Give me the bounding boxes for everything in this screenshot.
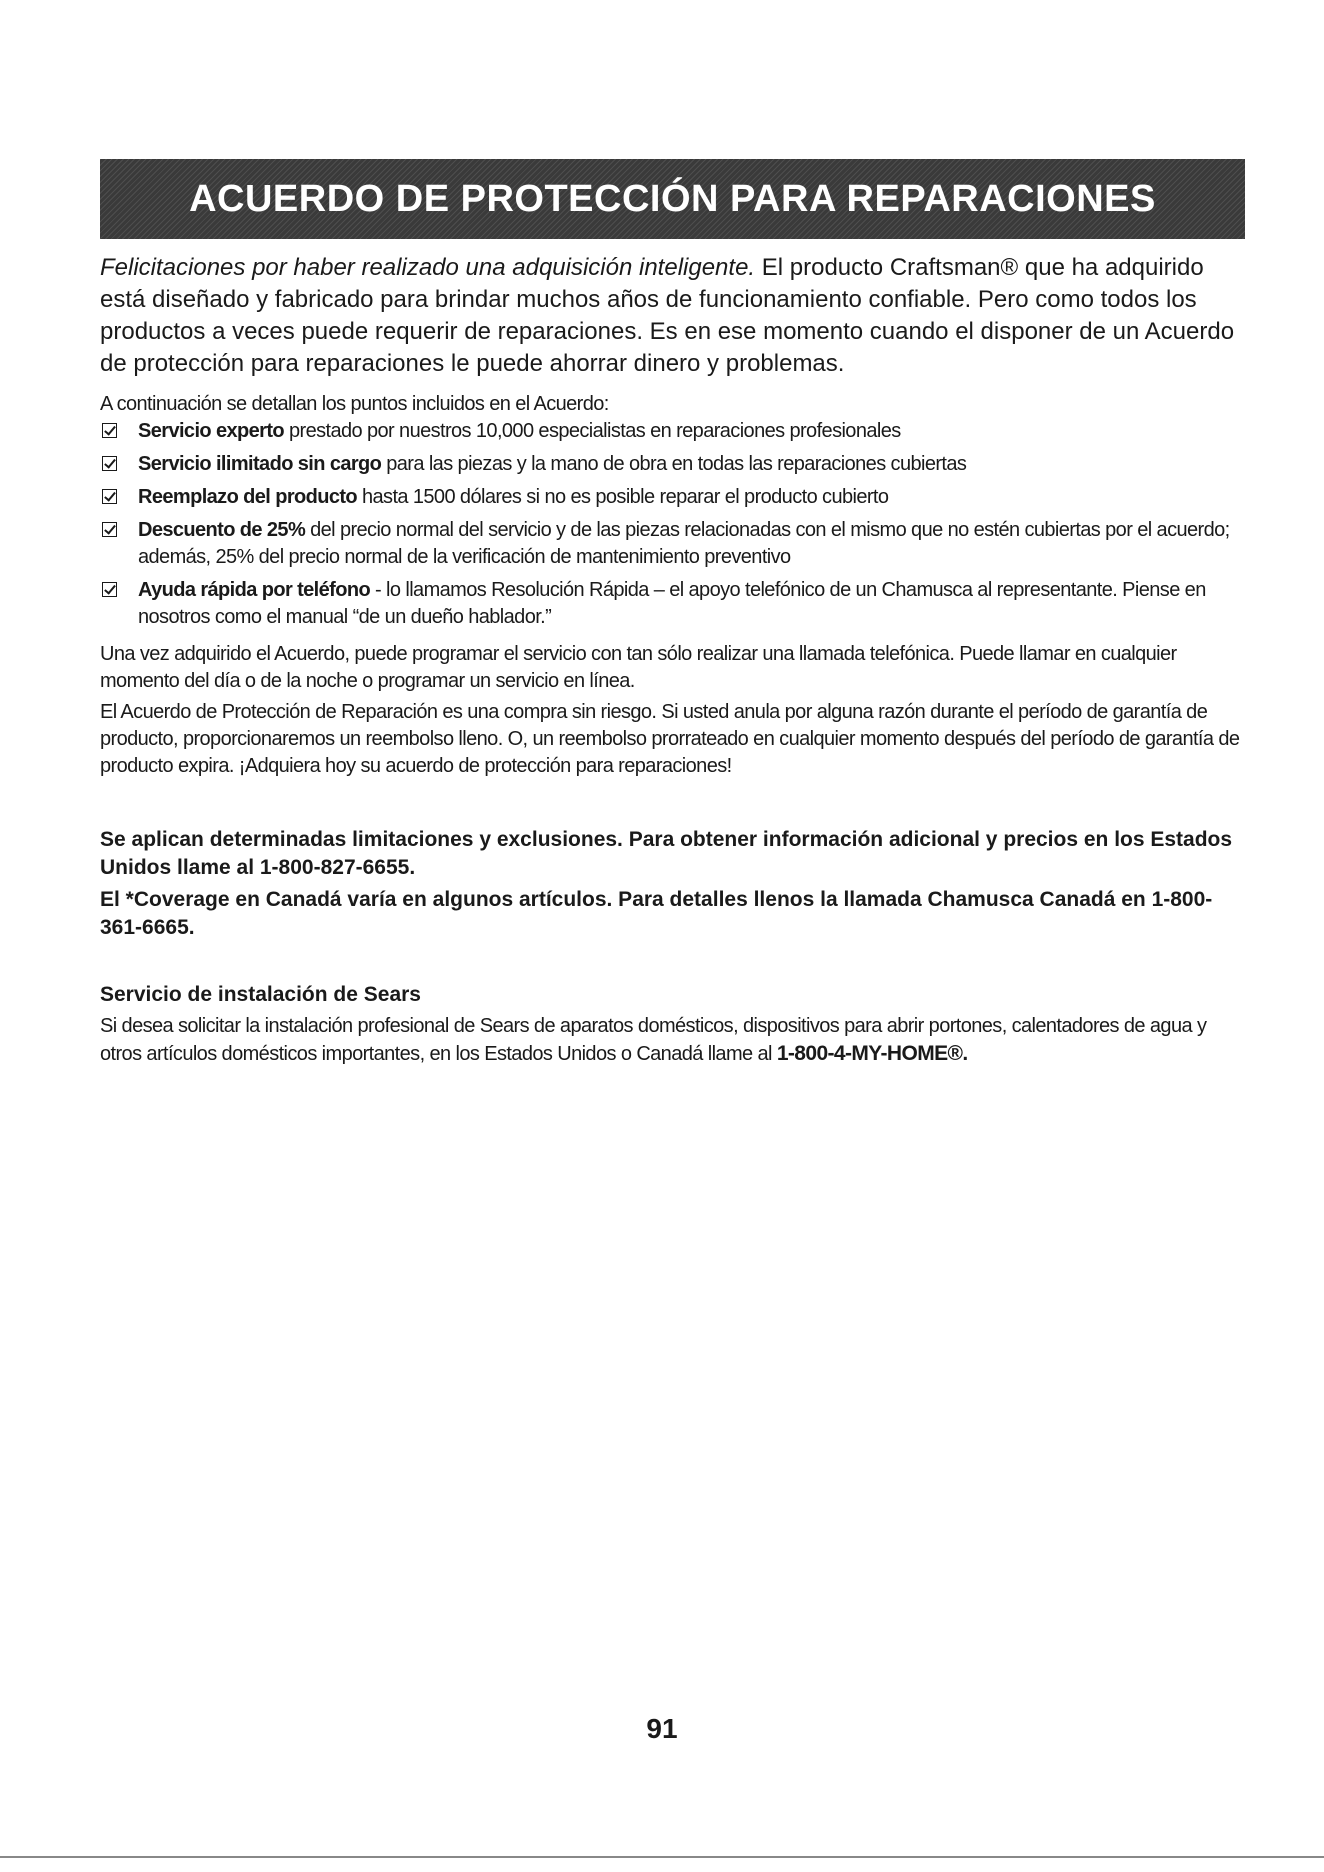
list-item	[100, 451, 1245, 478]
list-item-text: para las piezas y la mano de obra en todas las reparaciones cubiertas	[381, 453, 967, 475]
checked-box-icon	[102, 489, 117, 504]
notice-canada: El *Coverage en Canadá varía en algunos artículos. Para detalles llenos la llamada Chamusca Canadá en 1-800-361-6665.	[100, 888, 1213, 939]
intro-lead: Felicitaciones por haber realizado una adquisición inteligente.	[100, 254, 756, 281]
bottom-rule	[0, 1856, 1324, 1858]
limitations-notice	[100, 826, 1245, 946]
list-item-bold: Ayuda rápida por teléfono	[138, 579, 371, 601]
checked-box-icon	[102, 456, 117, 471]
list-item-text: prestado por nuestros 10,000 especialistas en reparaciones profesionales	[284, 420, 901, 442]
page-title: ACUERDO DE PROTECCIÓN PARA REPARACIONES	[189, 177, 1156, 220]
page-number: 91	[646, 1713, 678, 1744]
installation-heading: Servicio de instalación de Sears	[100, 983, 421, 1006]
list-item-text: - lo llamamos Resolución Rápida – el apoyo telefónico de un Chamusca al representante. Piense en nosotros como el manual “de un dueño hablador.”	[138, 579, 1206, 628]
checked-box-icon	[102, 582, 117, 597]
installation-phone: 1-800-4-MY-HOME®.	[776, 1042, 968, 1065]
list-item	[100, 517, 1245, 571]
list-item-bold: Descuento de 25%	[138, 519, 306, 541]
list-item-text: hasta 1500 dólares si no es posible reparar el producto cubierto	[357, 486, 889, 508]
list-item-bold: Servicio experto	[138, 420, 285, 442]
notice-us: Se aplican determinadas limitaciones y exclusiones. Para obtener información adicional y precios en los Estados Unidos llame al 1-800-827-6655.	[100, 828, 1233, 879]
installation-text	[100, 1013, 1245, 1068]
list-item	[100, 577, 1245, 631]
title-banner	[100, 159, 1245, 239]
list-item-bold: Reemplazo del producto	[138, 486, 358, 508]
coverage-checklist	[100, 418, 1245, 637]
list-item-text: del precio normal del servicio y de las piezas relacionadas con el mismo que no estén cubiertas por el acuerdo; además, 25% del precio normal de la verificación de mantenimiento preventivo	[138, 519, 1230, 568]
paragraph-refund: El Acuerdo de Protección de Reparación es una compra sin riesgo. Si usted anula por alguna razón durante el período de garantía de producto, proporcionaremos un reembolso lleno. O, un reembolso prorrateado en cualquier momento después del período de garantía de producto expira. ¡Adquiera hoy su acuerdo de protección para reparaciones!	[100, 701, 1240, 777]
list-item-bold: Servicio ilimitado sin cargo	[138, 453, 382, 475]
installation-body: Si desea solicitar la instalación profesional de Sears de aparatos domésticos, dispositivos para abrir portones, calentadores de agua y otros artículos domésticos importantes, en los Estados Unidos o Canadá llame al	[100, 1015, 1207, 1065]
paragraph-scheduling: Una vez adquirido el Acuerdo, puede programar el servicio con tan sólo realizar una llamada telefónica. Puede llamar en cualquier momento del día o de la noche o programar un servicio en línea.	[100, 643, 1177, 692]
list-item	[100, 484, 1245, 511]
checked-box-icon	[102, 423, 117, 438]
list-intro: A continuación se detallan los puntos incluidos en el Acuerdo:	[100, 393, 609, 415]
checked-box-icon	[102, 522, 117, 537]
intro-paragraph	[100, 252, 1245, 380]
intro-text: El producto Craftsman® que ha adquirido está diseñado y fabricado para brindar muchos años de funcionamiento confiable. Pero como todos los productos a veces puede requerir de reparaciones. Es en ese momento cuando el disponer de un Acuerdo de protección para reparaciones le puede ahorrar dinero y problemas.	[100, 254, 1235, 377]
list-item	[100, 418, 1245, 445]
body-paragraphs	[100, 641, 1245, 784]
